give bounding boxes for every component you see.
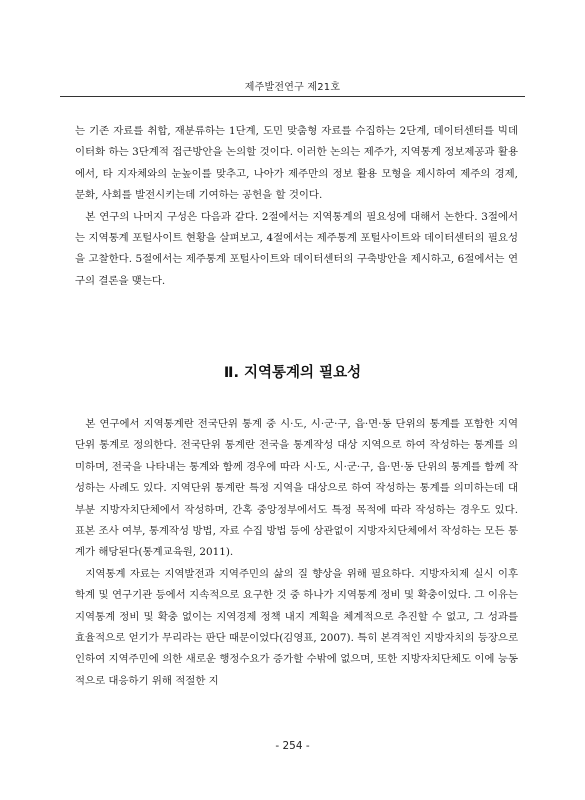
paragraph: 지역통계 자료는 지역발전과 지역주민의 삶의 질 향상을 위해 필요하다. 지방자치제 실시 이후 학계 및 연구기관 등에서 지속적으로 요구한 것 중 하나가 지역통계 정비 및 확충이었다. 그 이유는 지역통계 정비 및 확충 없이는 지역경제 정책 내지 계획을 체계적으로 추진할 수 없고, 그 성과를 효율적으로 얻기가 무리라는 판단 때문이었다(김영표, 2007). 특히 본격적인 지방자치의 등장으로 인하여 지역주민에 의한 새로운 행정수요가 증가할 수밖에 없으며, 또한 지방자치단체도 이에 능동적으로 대응하기 위해 적절한 지	[75, 567, 518, 687]
section-heading: Ⅱ. 지역통계의 필요성	[223, 365, 362, 381]
intro-text-block	[75, 121, 518, 292]
section-text-block	[75, 414, 518, 692]
paragraph: 는 기존 자료를 취합, 재분류하는 1단계, 도민 맞춤형 자료를 수집하는 2단계, 데이터센터를 빅데이터화 하는 3단계적 접근방안을 논의할 것이다. 이러한 논의는 제주가, 지역통계 정보제공과 활용에서, 타 지자체와의 눈높이를 맞추고, 나아가 제주만의 정보 활용 모형을 제시하여 제주의 경제, 문화, 사회를 발전시키는데 기여하는 공헌을 할 것이다.	[75, 125, 518, 202]
running-header: 제주발전연구 제21호	[244, 82, 341, 93]
page-number: - 254 -	[275, 740, 310, 752]
paragraph: 본 연구의 나머지 구성은 다음과 같다. 2절에서는 지역통계의 필요성에 대해서 논한다. 3절에서는 지역통계 포털사이트 현황을 살펴보고, 4절에서는 제주통계 포털사이트와 데이터센터의 필요성을 고찰한다. 5절에서는 제주통계 포털사이트와 데이터센터의 구축방안을 제시하고, 6절에서는 연구의 결론을 맺는다.	[75, 210, 518, 287]
paragraph: 본 연구에서 지역통계란 전국단위 통계 중 시·도, 시·군·구, 읍·면·동 단위의 통계를 포함한 지역단위 통계로 정의한다. 전국단위 통계란 전국을 통계작성 대상 지역으로 하여 작성하는 통계를 의미하며, 전국을 나타내는 통계와 함께 경우에 따라 시·도, 시·군·구, 읍·면·동 단위의 통계를 함께 작성하는 사례도 있다. 지역단위 통계란 특정 지역을 대상으로 하여 작성하는 통계를 의미하는데 대부분 지방자치단체에서 작성하며, 간혹 중앙정부에서도 특정 목적에 따라 작성하는 경우도 있다. 표본 조사 여부, 통계작성 방법, 자료 수집 방법 등에 상관없이 지방자치단체에서 작성하는 모든 통계가 해당된다(통계교육원, 2011).	[75, 418, 518, 559]
header-rule	[60, 96, 525, 97]
